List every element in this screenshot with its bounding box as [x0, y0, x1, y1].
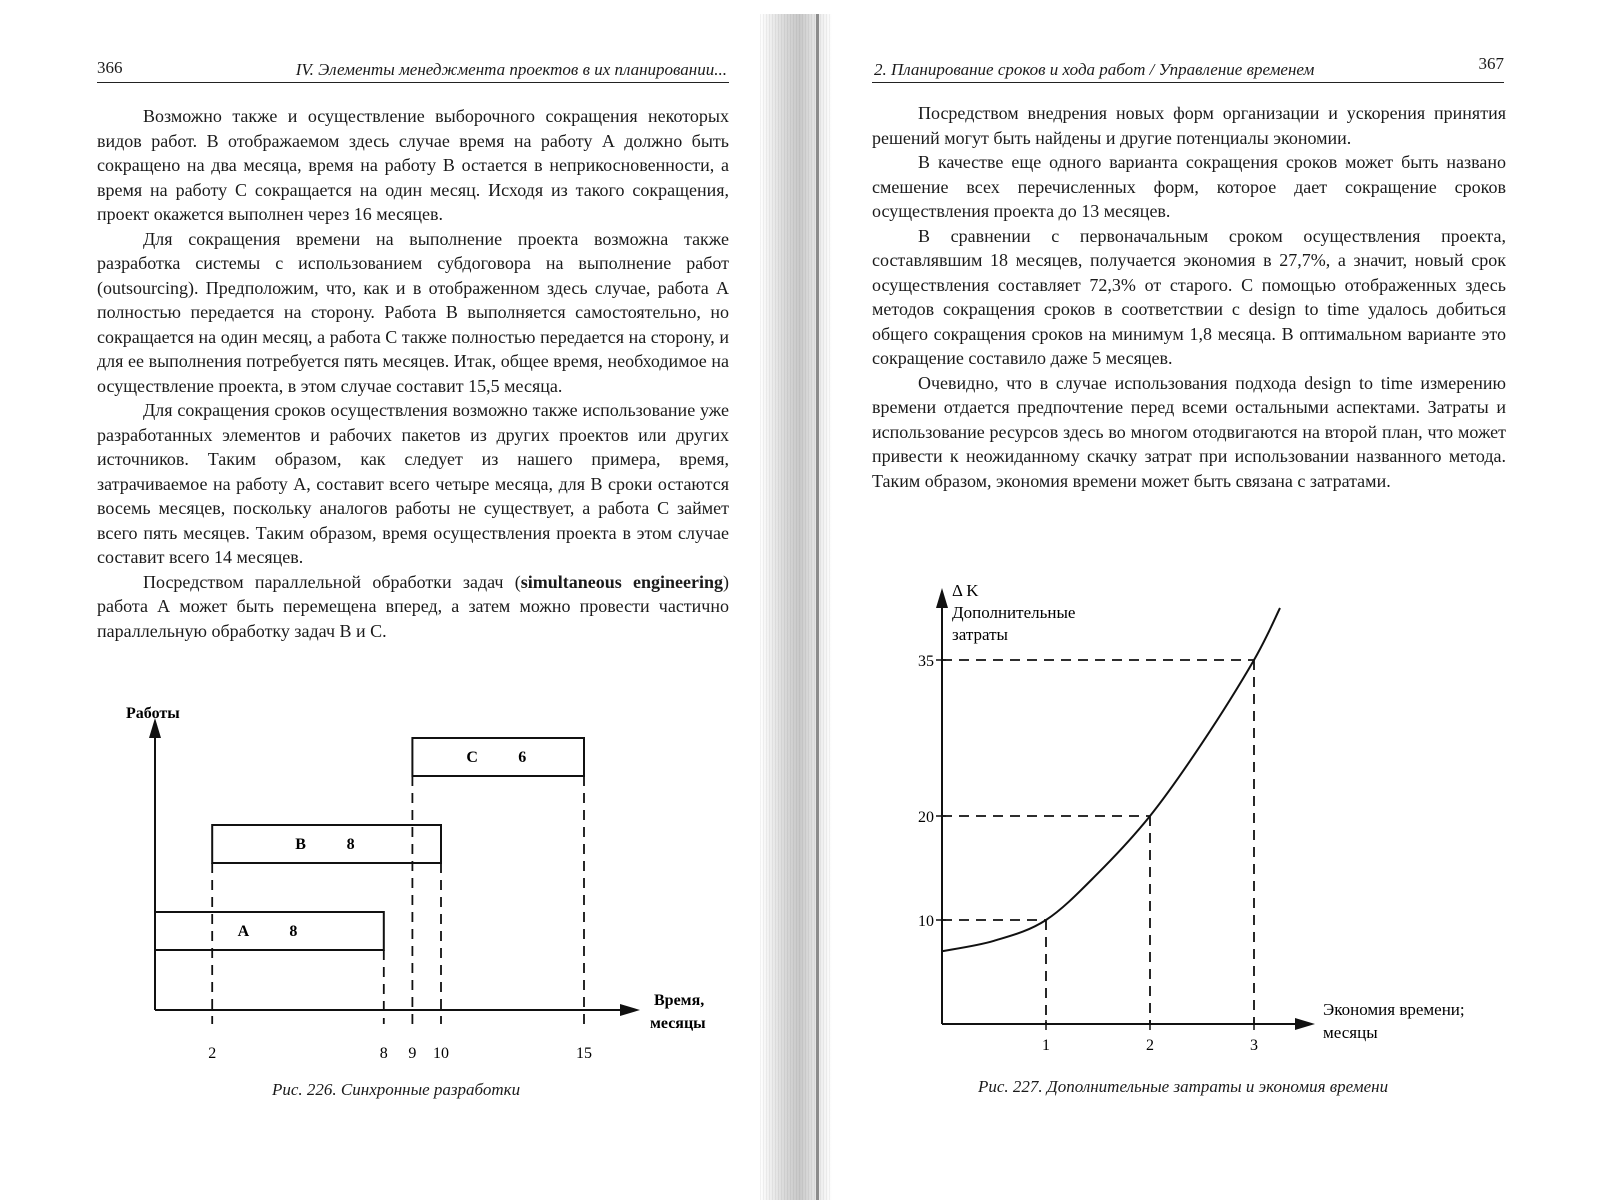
- gantt-bar-b: [212, 825, 441, 863]
- gantt-bar-c: [412, 738, 584, 776]
- paragraph: Посредством внедрения новых форм организации и ускорения принятия решений могут быть найдены и другие потенциалы экономии.: [872, 103, 1506, 148]
- gantt-bar-a: [155, 912, 384, 950]
- paragraph: Для сокращения времени на выполнение проекта возможна также разработка системы с использованием субдоговора на выполнение работ (outsourcing). Предположим, что, как и в отображенном здесь случае, работа А полностью передается на сторону. Работа В выполняется самостоятельно, но сокращается на один месяц, а работа С также полностью передается на сторону, и для ее выполнения потребуется пять месяцев. Итак, общее время, необходимое на осуществление проекта, в этом случае составит 15,5 месяца.: [97, 228, 729, 396]
- x-tick-label: 10: [433, 1045, 449, 1062]
- y-tick-label: 35: [918, 653, 934, 670]
- running-head-title: 2. Планирование сроков и хода работ / Управление временем: [874, 60, 1315, 79]
- paragraph: В качестве еще одного варианта сокращения сроков может быть названо смешение всех перечисленных форм, которое дает сокращение сроков осуществления проекта до 13 месяцев.: [872, 152, 1506, 221]
- right-page: [830, 0, 1600, 1200]
- x-axis-label: Экономия времени;: [1323, 1000, 1465, 1019]
- y-tick-label: 20: [918, 809, 934, 826]
- paragraph: Очевидно, что в случае использования подхода design to time измерению времени отдается предпочтение перед всеми остальными аспектами. Затраты и использование ресурсов здесь во многом отодвигаются на второй план, что может привести к неожиданному скачку затрат при использовании названного метода. Таким образом, экономия времени может быть связана с затратами.: [872, 372, 1506, 491]
- x-tick-label: 8: [379, 1045, 388, 1062]
- gantt-chart: [0, 0, 770, 1200]
- y-axis-label: Дополнительные: [952, 603, 1076, 622]
- bar-label: A: [237, 923, 250, 940]
- bar-duration-label: 8: [346, 836, 355, 853]
- bar-duration-label: 8: [289, 923, 298, 940]
- cost-chart: [830, 0, 1600, 1200]
- paragraph: Возможно также и осуществление выборочного сокращения некоторых видов работ. В отображаемом здесь случае время на работу А должно быть сокращено на два месяца, время на работу В остается в неприкосновенности, а время на работу С сокращается на один месяц. Исходя из такого сокращения, проект окажется выполнен через 16 месяцев.: [97, 106, 729, 224]
- paragraph-text: ) работа А может быть перемещена вперед, а затем можно провести частично параллельную обработку задач В и С.: [97, 571, 729, 641]
- page-number: 366: [97, 58, 123, 77]
- x-tick-label: 3: [1250, 1037, 1258, 1054]
- x-axis-label: месяцы: [650, 1015, 706, 1032]
- y-tick-label: 10: [918, 913, 934, 930]
- paragraph: В сравнении с первоначальным сроком осуществления проекта, составлявшим 18 месяцев, получается экономия в 27,7%, а значит, новый срок осуществления составляет 72,3% от старого. С помощью отображенных здесь методов сокращения сроков в соответствии с design to time удалось добиться общего сокращения сроков на минимум 1,8 месяца. В оптимальном варианте это сокращение составило даже 5 месяцев.: [872, 225, 1506, 368]
- x-tick-label: 1: [1042, 1037, 1050, 1054]
- book-gutter: [760, 14, 832, 1200]
- y-axis-label: Δ K: [952, 581, 979, 600]
- paragraph-text: Посредством параллельной обработки задач (: [143, 571, 521, 592]
- bar-duration-label: 6: [518, 749, 527, 766]
- page-number: 367: [1478, 54, 1504, 73]
- x-axis-label: Время,: [654, 992, 705, 1009]
- x-tick-label: 2: [1146, 1037, 1154, 1054]
- bold-term: simultaneous engineering: [520, 571, 723, 592]
- paragraph: Для сокращения сроков осуществления возможно также использование уже разработанных элементов и рабочих пакетов из других проектов или других источников. Таким образом, как следует из нашего примера, время, затрачиваемое на работу А, составит всего четыре месяца, для В сроки остаются восемь месяцев, поскольку аналогов работы не существует, а работа С займет всего пять месяцев. Таким образом, время осуществления проекта в этом случае составит всего 14 месяцев.: [97, 400, 729, 567]
- running-head-title: IV. Элементы менеджмента проектов в их планировании...: [295, 60, 727, 79]
- x-tick-label: 15: [576, 1045, 592, 1062]
- figure-caption: Рис. 227. Дополнительные затраты и экономия времени: [978, 1077, 1389, 1096]
- x-tick-label: 2: [208, 1045, 217, 1062]
- x-tick-label: 9: [408, 1045, 417, 1062]
- bar-label: B: [295, 836, 306, 853]
- left-page: [0, 0, 770, 1200]
- bar-label: C: [466, 749, 478, 766]
- x-axis-label: месяцы: [1323, 1023, 1378, 1042]
- cost-curve: [942, 608, 1280, 951]
- y-axis-label: затраты: [952, 625, 1008, 644]
- y-axis-label: Работы: [126, 705, 180, 722]
- figure-caption: Рис. 226. Синхронные разработки: [272, 1080, 521, 1099]
